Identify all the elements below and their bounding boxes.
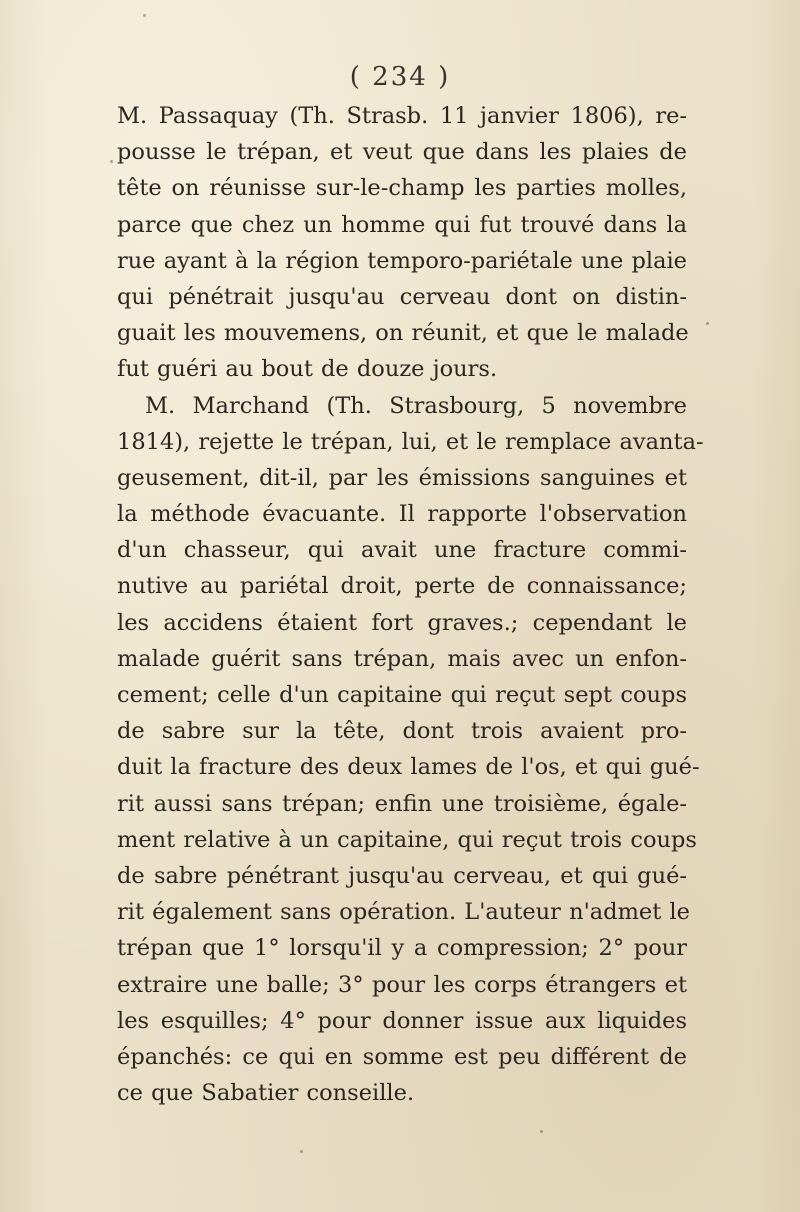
- text-line: cement; celle d'un capitaine qui reçut sept coups: [117, 682, 687, 708]
- text-line: qui pénétrait jusqu'au cerveau dont on distin-: [117, 283, 687, 310]
- text-line: fut guéri au bout de douze jours.: [117, 356, 498, 383]
- paper-speck: [540, 1130, 543, 1133]
- paper-speck: [300, 1150, 303, 1153]
- paper-speck: [110, 160, 113, 163]
- text-line: de sabre sur la tête, dont trois avaient pro-: [117, 718, 687, 745]
- text-line: ment relative à un capitaine, qui reçut trois coups: [117, 826, 697, 853]
- text-line: pousse le trépan, et veut que dans les plaies de: [117, 139, 687, 166]
- body-text: [117, 98, 704, 1111]
- text-line: parce que chez un homme qui fut trouvé dans la: [117, 211, 687, 238]
- page-number: ( 234 ): [349, 62, 451, 92]
- paper-speck: [706, 322, 709, 325]
- text-line: geusement, dit-il, par les émissions sanguines et: [117, 464, 687, 491]
- text-line: extraire une balle; 3° pour les corps étrangers et: [117, 971, 687, 998]
- text-line: M. Passaquay (Th. Strasb. 11 janvier 1806), re-: [117, 103, 687, 129]
- text-line: M. Marchand (Th. Strasbourg, 5 novembre: [145, 392, 687, 419]
- text-line: épanchés: ce qui en somme est peu différent de: [117, 1043, 687, 1070]
- text-line: de sabre pénétrant jusqu'au cerveau, et qui gué-: [117, 862, 687, 889]
- text-line: guait les mouvemens, on réunit, et que le malade: [117, 320, 689, 347]
- text-line: duit la fracture des deux lames de l'os, et qui gué-: [117, 754, 700, 781]
- text-line: malade guérit sans trépan, mais avec un enfon-: [117, 645, 687, 672]
- text-line: tête on réunisse sur-le-champ les parties molles,: [117, 175, 687, 202]
- text-line: rue ayant à la région temporo-pariétale une plaie: [117, 247, 687, 274]
- text-line: rit également sans opération. L'auteur n'admet le: [117, 899, 690, 926]
- paper-speck: [143, 14, 146, 17]
- text-line: les accidens étaient fort graves.; cependant le: [117, 609, 687, 636]
- text-line: la méthode évacuante. Il rapporte l'observation: [117, 501, 687, 528]
- text-line: nutive au pariétal droit, perte de connaissance;: [117, 573, 687, 600]
- text-line: les esquilles; 4° pour donner issue aux liquides: [117, 1007, 687, 1034]
- text-line: d'un chasseur, qui avait une fracture commi-: [117, 537, 687, 564]
- text-line: ce que Sabatier conseille.: [117, 1080, 415, 1107]
- text-line: trépan que 1° lorsqu'il y a compression; 2° pour: [117, 935, 687, 962]
- text-line: 1814), rejette le trépan, lui, et le remplace avanta-: [117, 428, 704, 455]
- text-line: rit aussi sans trépan; enfin une troisième, égale-: [117, 790, 687, 817]
